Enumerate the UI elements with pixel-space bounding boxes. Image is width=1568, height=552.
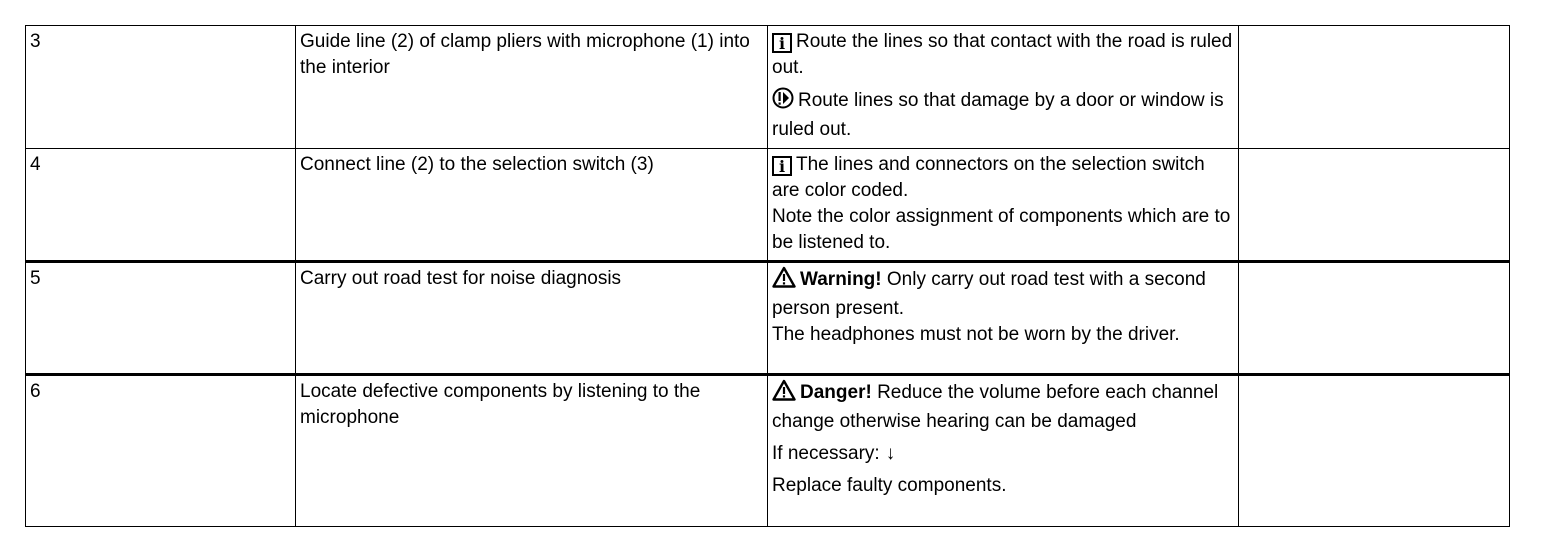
empty-cell [1239,262,1510,375]
step-action: Locate defective components by listening to the microphone [296,375,768,527]
step-notes [768,375,1239,527]
table-row [26,262,1510,375]
step-notes [768,262,1239,375]
empty-cell [1239,149,1510,262]
note: i Route the lines so that contact with the road is ruled out. [772,31,1233,78]
step-notes [768,149,1239,262]
warning-label: Warning! [800,269,882,290]
empty-cell [1239,26,1510,149]
info-icon: i [772,33,792,53]
table-row [26,149,1510,262]
step-action: Guide line (2) of clamp pliers with microphone (1) into the interior [296,26,768,149]
step-notes [768,26,1239,149]
down-arrow-icon: ↓ [885,443,896,464]
table-row [26,375,1510,527]
note: Route lines so that damage by a door or window is ruled out. [772,87,1234,143]
step-number: 3 [26,26,296,149]
table-row [26,26,1510,149]
danger-label: Danger! [800,382,872,403]
step-action: Carry out road test for noise diagnosis [296,262,768,375]
procedure-table [25,25,1510,527]
note: If necessary: ↓ [772,441,1234,467]
step-number: 5 [26,262,296,375]
note: Note the color assignment of components which are to be listened to. [772,206,1231,253]
note: Danger! Reduce the volume before each channel change otherwise hearing can be damaged [772,379,1234,435]
empty-cell [1239,375,1510,527]
note: The headphones must not be worn by the driver. [772,324,1180,345]
info-icon: i [772,156,792,176]
step-number: 4 [26,149,296,262]
step-number: 6 [26,375,296,527]
note: Replace faulty components. [772,475,1007,496]
step-action: Connect line (2) to the selection switch (3) [296,149,768,262]
warning-icon [772,379,796,409]
note: i The lines and connectors on the selection switch are color coded. [772,154,1205,201]
warning-icon [772,266,796,296]
note: Warning! Only carry out road test with a second person present. [772,266,1234,322]
environment-note-icon [772,87,794,117]
